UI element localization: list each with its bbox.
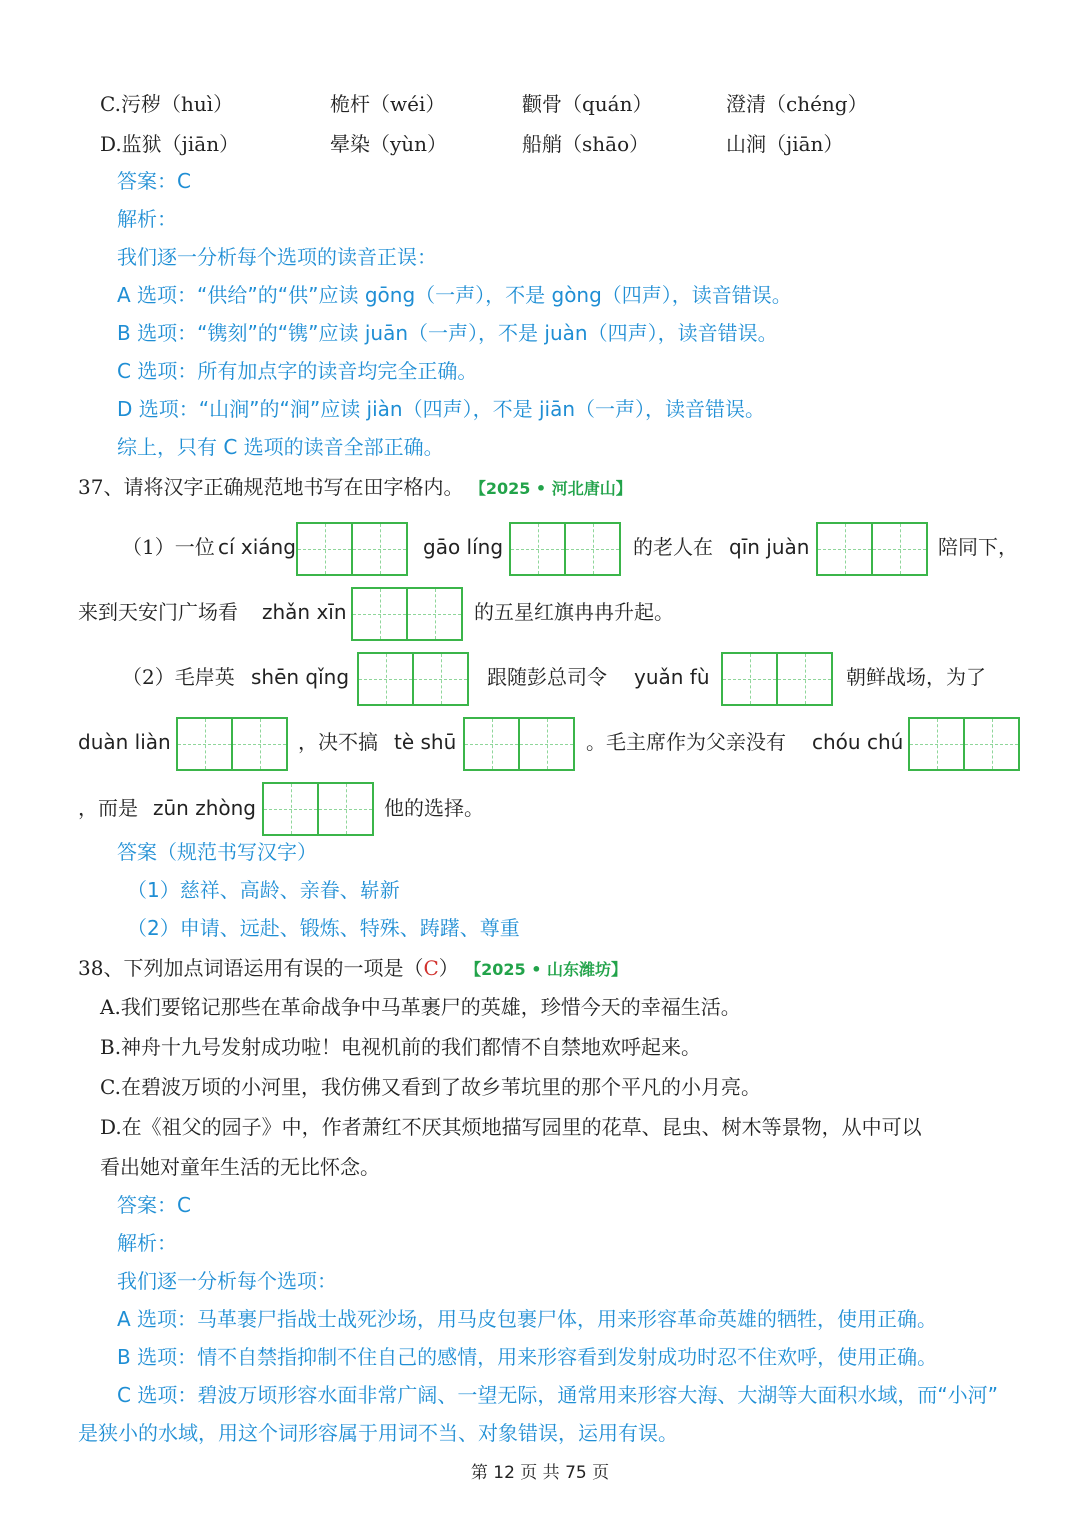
- pinyin-label: tè shū: [394, 730, 457, 754]
- q38-source-tag: 【2025 • 山东潍坊】: [465, 960, 628, 979]
- q36-answer: 答案：C: [117, 169, 191, 193]
- q36-analysis-line: B 选项：“镌刻”的“镌”应读 juān（一声），不是 juàn（四声），读音错误。: [117, 321, 778, 345]
- q38-stem-close: ）: [438, 956, 459, 980]
- pinyin-label: duàn liàn: [78, 730, 171, 754]
- q36-analysis-line: 综上，只有 C 选项的读音全部正确。: [117, 435, 444, 459]
- writing-grid[interactable]: [509, 522, 621, 576]
- q36-analysis-line: C 选项：所有加点字的读音均完全正确。: [117, 359, 478, 383]
- q37-answer-line: （1）慈祥、高龄、亲眷、崭新: [127, 878, 400, 902]
- pinyin-label: cí xiáng: [218, 535, 296, 559]
- option-d-item-1: D.监狱（jiān）: [100, 132, 240, 156]
- writing-grid[interactable]: [463, 717, 575, 771]
- q37-p1-text: 的五星红旗冉冉升起。: [474, 600, 674, 624]
- option-c-item-4: 澄清（chéng）: [726, 92, 868, 116]
- page-footer: 第 12 页 共 75 页: [470, 1463, 610, 1483]
- q38-stem: [78, 954, 627, 984]
- pinyin-label: chóu chú: [812, 730, 904, 754]
- q37-p2-text: 跟随彭总司令: [487, 665, 607, 689]
- q38-option-c: C.在碧波万顷的小河里，我仿佛又看到了故乡苇坑里的那个平凡的小月亮。: [100, 1075, 761, 1099]
- q38-option-b: B.神舟十九号发射成功啦！电视机前的我们都情不自禁地欢呼起来。: [100, 1035, 702, 1059]
- q38-analysis-line: A 选项：马革裹尸指战士战死沙场，用马皮包裹尸体，用来形容革命英雄的牺牲，使用正确。: [117, 1307, 938, 1331]
- q38-stem-text: 38、下列加点词语运用有误的一项是（: [78, 956, 424, 980]
- option-c-item-2: 桅杆（wéi）: [330, 92, 446, 116]
- q38-option-d: D.在《祖父的园子》中，作者萧红不厌其烦地描写园里的花草、昆虫、树木等景物，从中可以: [100, 1115, 922, 1139]
- pinyin-label: shēn qǐng: [251, 665, 350, 689]
- q37-p2-text: ，决不搞: [298, 730, 378, 754]
- q37-p1-text: 来到天安门广场看: [78, 600, 238, 624]
- writing-grid[interactable]: [296, 522, 408, 576]
- writing-grid[interactable]: [721, 652, 833, 706]
- pinyin-label: zhǎn xīn: [262, 600, 347, 624]
- pinyin-label: yuǎn fù: [634, 665, 710, 689]
- q37-p2-text: 。毛主席作为父亲没有: [586, 730, 786, 754]
- q38-analysis-label: 解析：: [117, 1231, 177, 1255]
- q38-answer: 答案：C: [117, 1193, 191, 1217]
- writing-grid[interactable]: [908, 717, 1020, 771]
- q36-analysis-line: A 选项：“供给”的“供”应读 gōng（一声），不是 gòng（四声），读音错误。: [117, 283, 792, 307]
- writing-grid[interactable]: [351, 587, 463, 641]
- writing-grid[interactable]: [262, 782, 374, 836]
- q38-stem-answer: C: [423, 956, 439, 980]
- q38-option-a: A.我们要铭记那些在革命战争中马革裹尸的英雄，珍惜今天的幸福生活。: [100, 995, 741, 1019]
- q37-answer-title: 答案（规范书写汉字）: [117, 840, 317, 864]
- option-d-item-2: 晕染（yùn）: [330, 132, 448, 156]
- q38-analysis-line: C 选项：碧波万顷形容水面非常广阔、一望无际，通常用来形容大海、大湖等大面积水域，而“小河”: [117, 1383, 999, 1407]
- q36-analysis-label: 解析：: [117, 207, 177, 231]
- q37-p1-text: 的老人在: [633, 535, 713, 559]
- q37-p1-text: 陪同下，: [938, 535, 1018, 559]
- q38-analysis-line: 我们逐一分析每个选项：: [117, 1269, 337, 1293]
- writing-grid[interactable]: [176, 717, 288, 771]
- pinyin-label: gāo líng: [423, 535, 504, 559]
- q36-analysis-line: 我们逐一分析每个选项的读音正误：: [117, 245, 437, 269]
- q37-stem: [78, 473, 632, 503]
- option-c-item-1: C.污秽（huì）: [100, 92, 234, 116]
- q38-analysis-line: B 选项：情不自禁指抑制不住自己的感情，用来形容看到发射成功时忍不住欢呼，使用正确。: [117, 1345, 938, 1369]
- pinyin-label: zūn zhòng: [153, 796, 256, 820]
- option-d-item-4: 山涧（jiān）: [726, 132, 844, 156]
- q37-p2-text: ，而是: [78, 796, 138, 820]
- q38-analysis-line: 是狭小的水域，用这个词形容属于用词不当、对象错误，运用有误。: [78, 1421, 678, 1445]
- q37-p1-text: （1）一位: [122, 535, 215, 559]
- writing-grid[interactable]: [357, 652, 469, 706]
- q36-analysis-line: D 选项：“山涧”的“涧”应读 jiàn（四声），不是 jiān（一声），读音错误。: [117, 397, 766, 421]
- option-c-item-3: 颧骨（quán）: [522, 92, 653, 116]
- q37-p2-text: 他的选择。: [384, 796, 484, 820]
- option-d-item-3: 船艄（shāo）: [522, 132, 650, 156]
- q37-answer-line: （2）申请、远赴、锻炼、特殊、踌躇、尊重: [127, 916, 520, 940]
- q37-p2-text: （2）毛岸英: [122, 665, 235, 689]
- pinyin-label: qīn juàn: [729, 535, 810, 559]
- q37-source-tag: 【2025 • 河北唐山】: [469, 479, 632, 498]
- writing-grid[interactable]: [816, 522, 928, 576]
- q37-stem-text: 37、请将汉字正确规范地书写在田字格内。: [78, 475, 464, 499]
- q37-p2-text: 朝鲜战场，为了: [846, 665, 986, 689]
- q38-option-d-cont: 看出她对童年生活的无比怀念。: [100, 1155, 380, 1179]
